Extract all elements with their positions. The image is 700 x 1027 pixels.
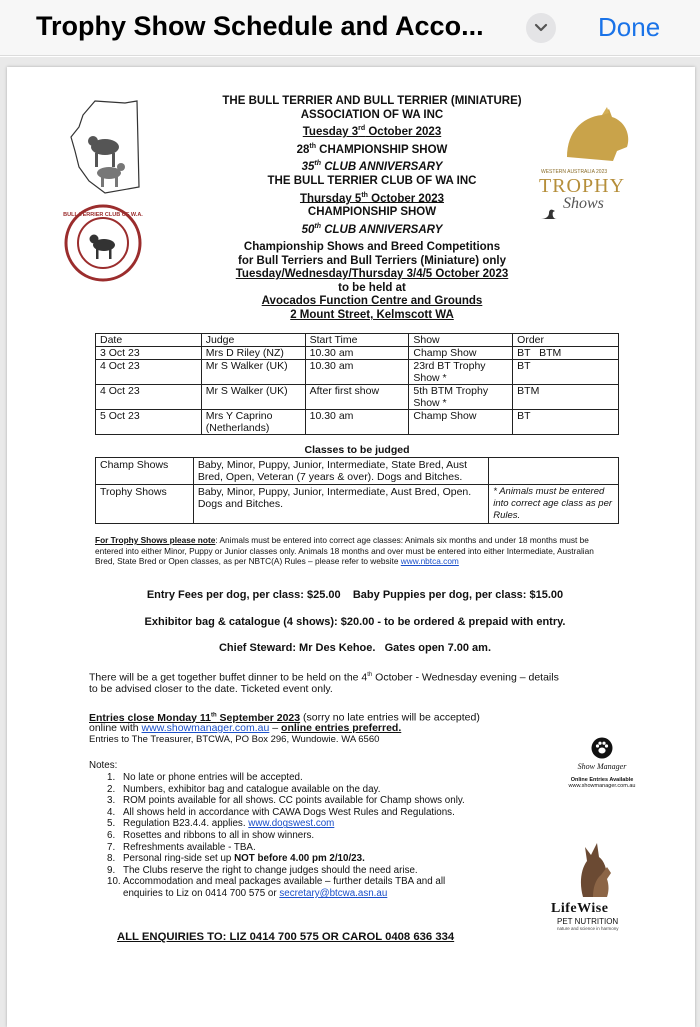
held-at: to be held at <box>338 281 406 294</box>
list-item: 6. Rosettes and ribbons to all in show winners. <box>107 829 315 841</box>
table-row <box>96 385 619 410</box>
club-header <box>147 175 597 237</box>
cell: Champ Show <box>409 410 513 435</box>
list-item: 9. The Clubs reserve the right to change judges should the need arise. <box>107 864 418 876</box>
trophy-script-text: Shows <box>563 195 604 212</box>
steward-line <box>95 642 615 654</box>
assoc-anniversary: 35th CLUB ANNIVERSARY <box>301 160 443 173</box>
trophy-show-note <box>95 535 615 567</box>
trophy-big-text: TROPHY <box>539 175 626 197</box>
table-row <box>96 458 619 485</box>
fees-line <box>95 589 615 601</box>
baby-fee: Baby Puppies per dog, per class: $15.00 <box>352 589 564 601</box>
assoc-date: Tuesday 3rd October 2023 <box>302 125 442 139</box>
secretary-email-link[interactable]: secretary@btcwa.asn.au <box>279 887 388 899</box>
lifewise-sub: PET NUTRITION <box>557 917 619 926</box>
show-manager-name: Show Manager <box>577 762 627 771</box>
cell: Champ Show <box>409 347 513 360</box>
cell: Mrs Y Caprino (Netherlands) <box>201 410 305 435</box>
document-viewer-header <box>0 0 700 56</box>
lifewise-logo <box>551 837 641 931</box>
chevron-down-icon <box>534 23 548 33</box>
comp-dates: Tuesday/Wednesday/Thursday 3/4/5 October 2023 <box>235 268 509 281</box>
show-manager-line-2: www.showmanager.com.au <box>568 783 636 789</box>
classes-title: Classes to be judged <box>304 444 410 456</box>
association-header <box>147 95 597 174</box>
cell: 3 Oct 23 <box>96 347 202 360</box>
comp-line-1: Championship Shows and Breed Competitions <box>243 241 501 253</box>
cell: Mr S Walker (UK) <box>201 360 305 385</box>
wa-map-dogs-logo <box>65 97 155 197</box>
note-text: Personal ring-side set up <box>123 853 232 865</box>
cell: After first show <box>305 385 409 410</box>
address: 2 Mount Street, Kelmscott WA <box>290 308 454 321</box>
online-dash: – <box>269 722 282 734</box>
assoc-show: 28th CHAMPIONSHIP SHOW <box>296 142 448 156</box>
note-text: enquiries to Liz on 0414 700 575 or <box>123 887 277 899</box>
cell: * Animals must be entered into correct age class as per Rules. <box>489 485 619 524</box>
note-bold: NOT before 4.00 pm 2/10/23. <box>234 853 365 865</box>
cell: Mrs D Riley (NZ) <box>201 347 305 360</box>
list-item: 5. Regulation B23.4.4. applies. www.dogswest.com <box>107 818 335 830</box>
cell: 10.30 am <box>305 347 409 360</box>
col-date: Date <box>96 334 202 347</box>
enquiries-footer: ALL ENQUIRIES TO: LIZ 0414 700 575 OR CAROL 0408 636 334 <box>117 931 455 943</box>
done-button[interactable]: Done <box>598 12 661 42</box>
list-item: 3. ROM points available for all shows. CC points available for Champ shows only. <box>107 795 465 807</box>
assoc-name-1: THE BULL TERRIER AND BULL TERRIER (MINIATURE) <box>222 95 522 107</box>
show-manager-line-1: Online Entries Available <box>570 777 634 783</box>
note-text: Numbers, exhibitor bag and catalogue available on the day. <box>123 783 381 795</box>
lifewise-tagline: nature and science in harmony <box>557 926 619 931</box>
list-item: 7. Refreshments available - TBA. <box>107 841 256 853</box>
cell: 5th BTM Trophy Show * <box>409 385 513 410</box>
online-prefix: online with <box>89 722 139 734</box>
dogswest-link[interactable]: www.dogswest.com <box>248 818 335 830</box>
note-text: : Animals must be entered into correct age classes: Animals six months and under 18 months must be entered into either Minor, Puppy or Junior classes only. Animals 18 months and over must be entered into either Intermediate, Australian Bred, State Bred or Open classes, as per NBTC(A) Rules – please refer to website <box>95 535 594 566</box>
show-manager-logo <box>547 737 657 789</box>
cell: BT BTM <box>513 347 619 360</box>
cell: 23rd BT Trophy Show * <box>409 360 513 385</box>
classes-table <box>95 457 619 524</box>
cat-dog-silhouette-icon <box>563 837 623 899</box>
note-text: ROM points available for all shows. CC points available for Champ shows only. <box>123 795 465 807</box>
gates-open: Gates open 7.00 am. <box>384 642 492 654</box>
cell: 5 Oct 23 <box>96 410 202 435</box>
online-preferred: online entries preferred. <box>281 722 402 734</box>
entries-close: Entries close Monday 11th September 2023 <box>89 711 301 724</box>
note-text: All shows held in accordance with CAWA Dogs West Rules and Regulations. <box>123 806 455 818</box>
trophy-small-text: WESTERN AUSTRALIA 2023 <box>541 169 608 175</box>
note-lead: For Trophy Shows please note <box>95 535 216 545</box>
treasurer-address: Entries to The Treasurer, BTCWA, PO Box 296, Wundowie. WA 6560 <box>89 734 380 745</box>
entry-fee: Entry Fees per dog, per class: $25.00 <box>146 589 341 601</box>
list-item: 10. Accommodation and meal packages available – further details TBA and all <box>107 876 446 888</box>
club-name: THE BULL TERRIER CLUB OF WA INC <box>267 175 477 187</box>
list-item: 2. Numbers, exhibitor bag and catalogue available on the day. <box>107 783 381 795</box>
competition-header <box>147 241 597 323</box>
cell: Trophy Shows <box>96 485 194 524</box>
dinner-line-1: There will be a get together buffet dinner to be held on the 4th October - Wednesday evening – details <box>89 671 559 684</box>
cell: Champ Shows <box>96 458 194 485</box>
entries-close-note: (sorry no late entries will be accepted) <box>303 711 480 724</box>
club-show: CHAMPIONSHIP SHOW <box>307 206 437 219</box>
schedule-header-row <box>96 334 619 347</box>
nbtca-link[interactable]: www.nbtca.com <box>400 556 459 566</box>
table-row <box>96 485 619 524</box>
col-order: Order <box>513 334 619 347</box>
comp-line-2: for Bull Terriers and Bull Terriers (Miniature) only <box>238 254 506 267</box>
note-text: No late or phone entries will be accepted. <box>123 772 303 783</box>
cell: 4 Oct 23 <box>96 385 202 410</box>
col-show: Show <box>409 334 513 347</box>
cell: Baby, Minor, Puppy, Junior, Intermediate, State Bred, Aust Bred, Open, Veteran (7 years & over). Dogs and Bitches. <box>193 458 488 485</box>
document-page[interactable] <box>7 67 695 1027</box>
table-row <box>96 360 619 385</box>
title-menu-button[interactable] <box>526 13 556 43</box>
cell: BT <box>513 410 619 435</box>
notes-title: Notes: <box>89 760 118 771</box>
lifewise-name: LifeWise <box>551 901 609 916</box>
dinner-line-2: to be advised closer to the date. Ticketed event only. <box>89 683 333 695</box>
cell: Baby, Minor, Puppy, Junior, Intermediate, Aust Bred, Open. Dogs and Bitches. <box>193 485 488 524</box>
notes-list <box>89 772 465 900</box>
document-title: Trophy Show Schedule and Acco... <box>36 11 484 41</box>
cell: BT <box>513 360 619 385</box>
schedule-table <box>95 333 619 435</box>
list-item: 8. Personal ring-side set up NOT before 4.00 pm 2/10/23. <box>107 853 365 865</box>
club-date: Thursday 5th October 2023 <box>299 191 445 205</box>
table-row <box>96 347 619 360</box>
assoc-name-2: ASSOCIATION OF WA INC <box>300 108 444 121</box>
cell: 10.30 am <box>305 410 409 435</box>
online-entry-line <box>89 722 401 734</box>
table-row <box>96 410 619 435</box>
note-text: Regulation B23.4.4. applies. <box>123 818 246 830</box>
paw-icon <box>591 737 613 759</box>
chief-steward: Chief Steward: Mr Des Kehoe. <box>218 642 376 654</box>
cell: BTM <box>513 385 619 410</box>
seal-text: BULL TERRIER CLUB OF W.A. <box>63 212 143 218</box>
note-text: The Clubs reserve the right to change judges should the need arise. <box>123 864 418 876</box>
note-text: Refreshments available - TBA. <box>123 841 256 853</box>
cell: 4 Oct 23 <box>96 360 202 385</box>
cell <box>489 458 619 485</box>
showmanager-link[interactable]: www.showmanager.com.au <box>141 722 270 734</box>
exhibitor-fee: Exhibitor bag & catalogue (4 shows): $20.00 - to be ordered & prepaid with entry. <box>144 616 566 628</box>
note-text: Accommodation and meal packages available – further details TBA and all <box>123 876 446 888</box>
note-text: Rosettes and ribbons to all in show winners. <box>123 829 315 841</box>
col-judge: Judge <box>201 334 305 347</box>
club-anniversary: 50th CLUB ANNIVERSARY <box>301 222 443 236</box>
cell: Mr S Walker (UK) <box>201 385 305 410</box>
list-item: 4. All shows held in accordance with CAWA Dogs West Rules and Regulations. <box>107 806 455 818</box>
list-item: 1. No late or phone entries will be accepted. <box>107 772 303 783</box>
club-seal-logo <box>63 203 143 283</box>
cell: 10.30 am <box>305 360 409 385</box>
venue: Avocados Function Centre and Grounds <box>261 295 483 308</box>
col-start-time: Start Time <box>305 334 409 347</box>
list-item <box>89 888 465 900</box>
